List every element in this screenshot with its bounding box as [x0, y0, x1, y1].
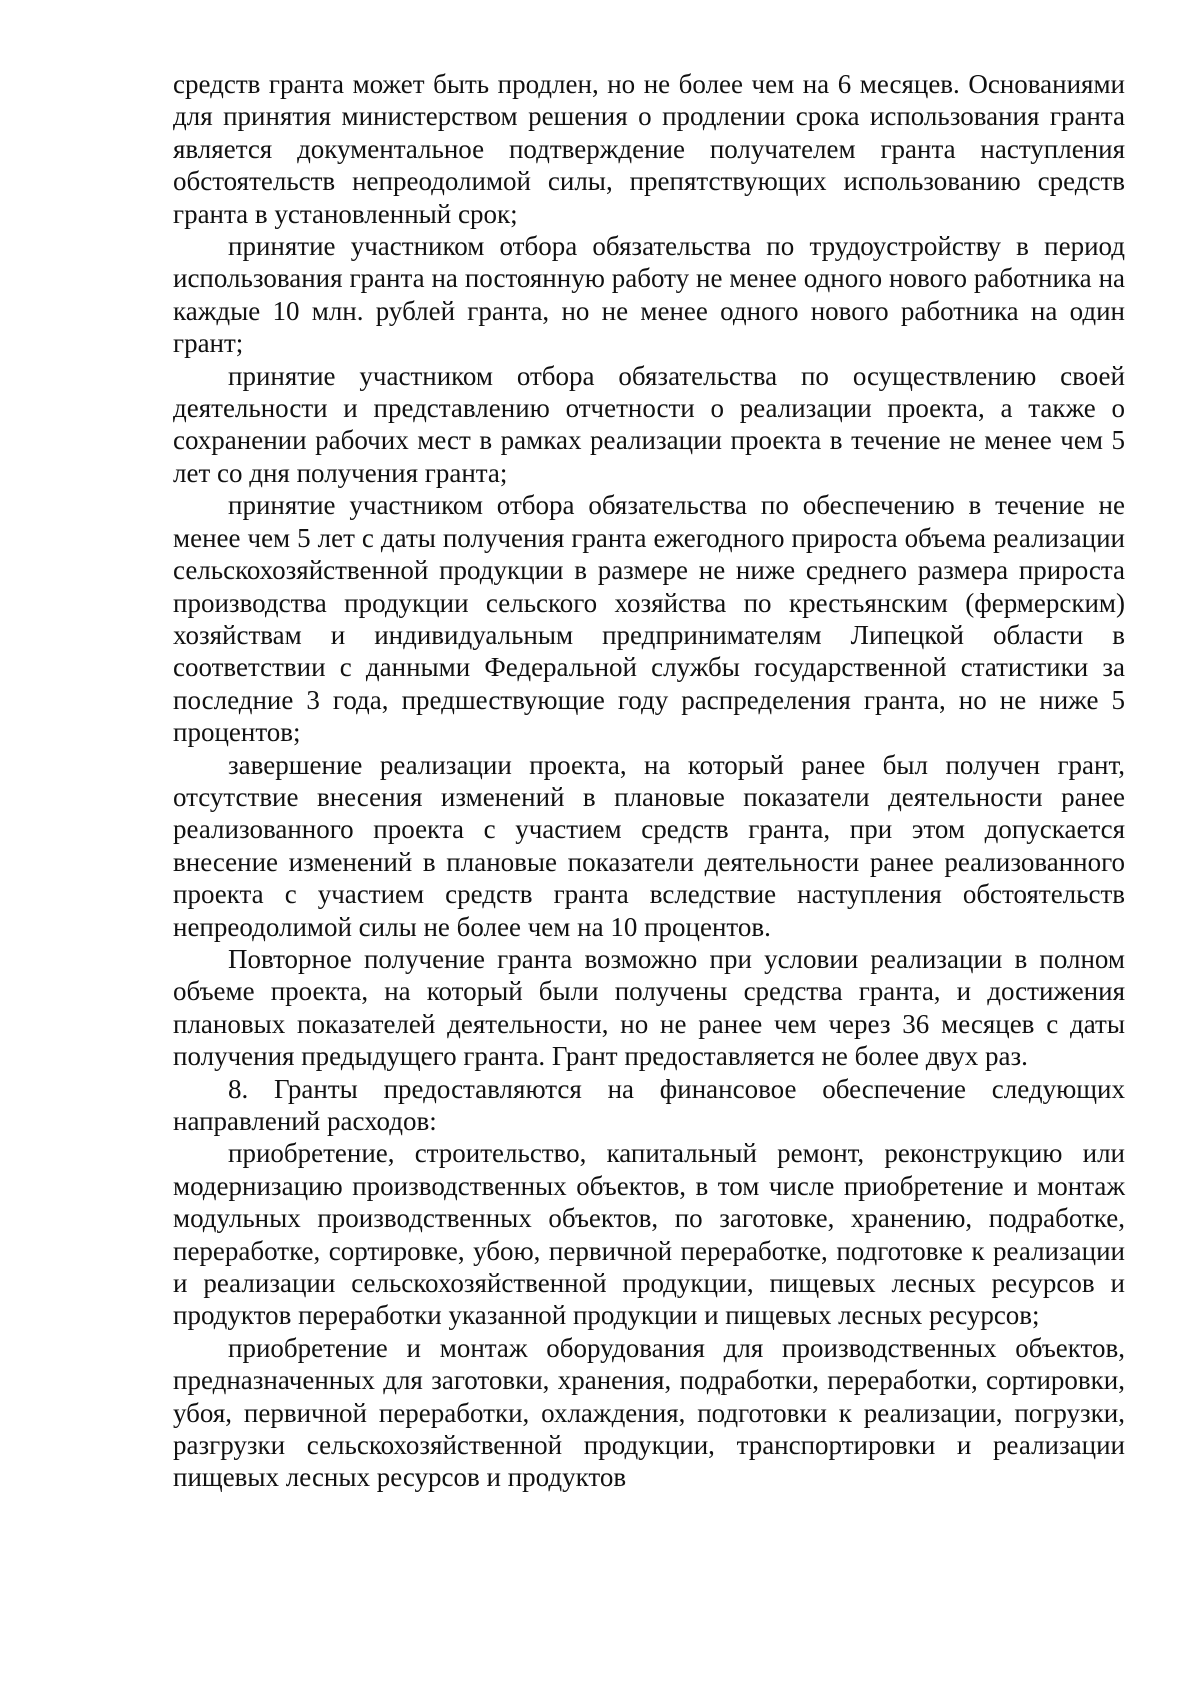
document-page: [173, 68, 1125, 1494]
paragraph-reporting-obligation: принятие участником отбора обязательства по осуществлению своей деятельности и представлению отчетности о реализации проекта, а также о сохранении рабочих мест в рамках реализации проекта в течение не менее чем 5 лет со дня получения гранта;: [173, 360, 1125, 488]
paragraph-section-8: 8. Гранты предоставляются на финансовое обеспечение следующих направлений расходов:: [173, 1073, 1125, 1136]
paragraph-project-completion: завершение реализации проекта, на который ранее был получен грант, отсутствие внесения изменений в плановые показатели деятельности ранее реализованного проекта с участием средств гранта, при этом допускается внесение изменений в плановые показатели деятельности ранее реализованного проекта с участием средств гранта вследствие наступления обстоятельств непреодолимой силы не более чем на 10 процентов.: [173, 749, 1125, 942]
paragraph-equipment-acquisition: приобретение и монтаж оборудования для производственных объектов, предназначенных для заготовки, хранения, подработки, переработки, сортировки, убоя, первичной переработки, охлаждения, подготовки к реализации, погрузки, разгрузки сельскохозяйственной продукции, транспортировки и реализации пищевых лесных ресурсов и продуктов: [173, 1332, 1125, 1493]
paragraph-continuation: средств гранта может быть продлен, но не более чем на 6 месяцев. Основаниями для принятия министерством решения о продлении срока использования гранта является документальное подтверждение получателем гранта наступления обстоятельств непреодолимой силы, препятствующих использованию средств гранта в установленный срок;: [173, 69, 1125, 229]
paragraph-growth-obligation: принятие участником отбора обязательства по обеспечению в течение не менее чем 5 лет с даты получения гранта ежегодного прироста объема реализации сельскохозяйственной продукции в размере не ниже среднего размера прироста производства продукции сельского хозяйства по крестьянским (фермерским) хозяйствам и индивидуальным предпринимателям Липецкой области в соответствии с данными Федеральной службы государственной статистики за последние 3 года, предшествующие году распределения гранта, но не ниже 5 процентов;: [173, 490, 1125, 748]
paragraph-repeat-grant: Повторное получение гранта возможно при условии реализации в полном объеме проекта, на который были получены средства гранта, и достижения плановых показателей деятельности, но не ранее чем через 36 месяцев с даты получения предыдущего гранта. Грант предоставляется не более двух раз.: [173, 943, 1125, 1072]
paragraph-facilities-acquisition: приобретение, строительство, капитальный ремонт, реконструкцию или модернизацию производственных объектов, в том числе приобретение и монтаж модульных производственных объектов, по заготовке, хранению, подработке, переработке, сортировке, убою, первичной переработке, подготовке к реализации и реализации сельскохозяйственной продукции, пищевых лесных ресурсов и продуктов переработки указанной продукции и пищевых лесных ресурсов;: [173, 1138, 1125, 1331]
paragraph-employment-obligation: принятие участником отбора обязательства по трудоустройству в период использования гранта на постоянную работу не менее одного нового работника на каждые 10 млн. рублей гранта, но не менее одного нового работника на один грант;: [173, 231, 1125, 359]
